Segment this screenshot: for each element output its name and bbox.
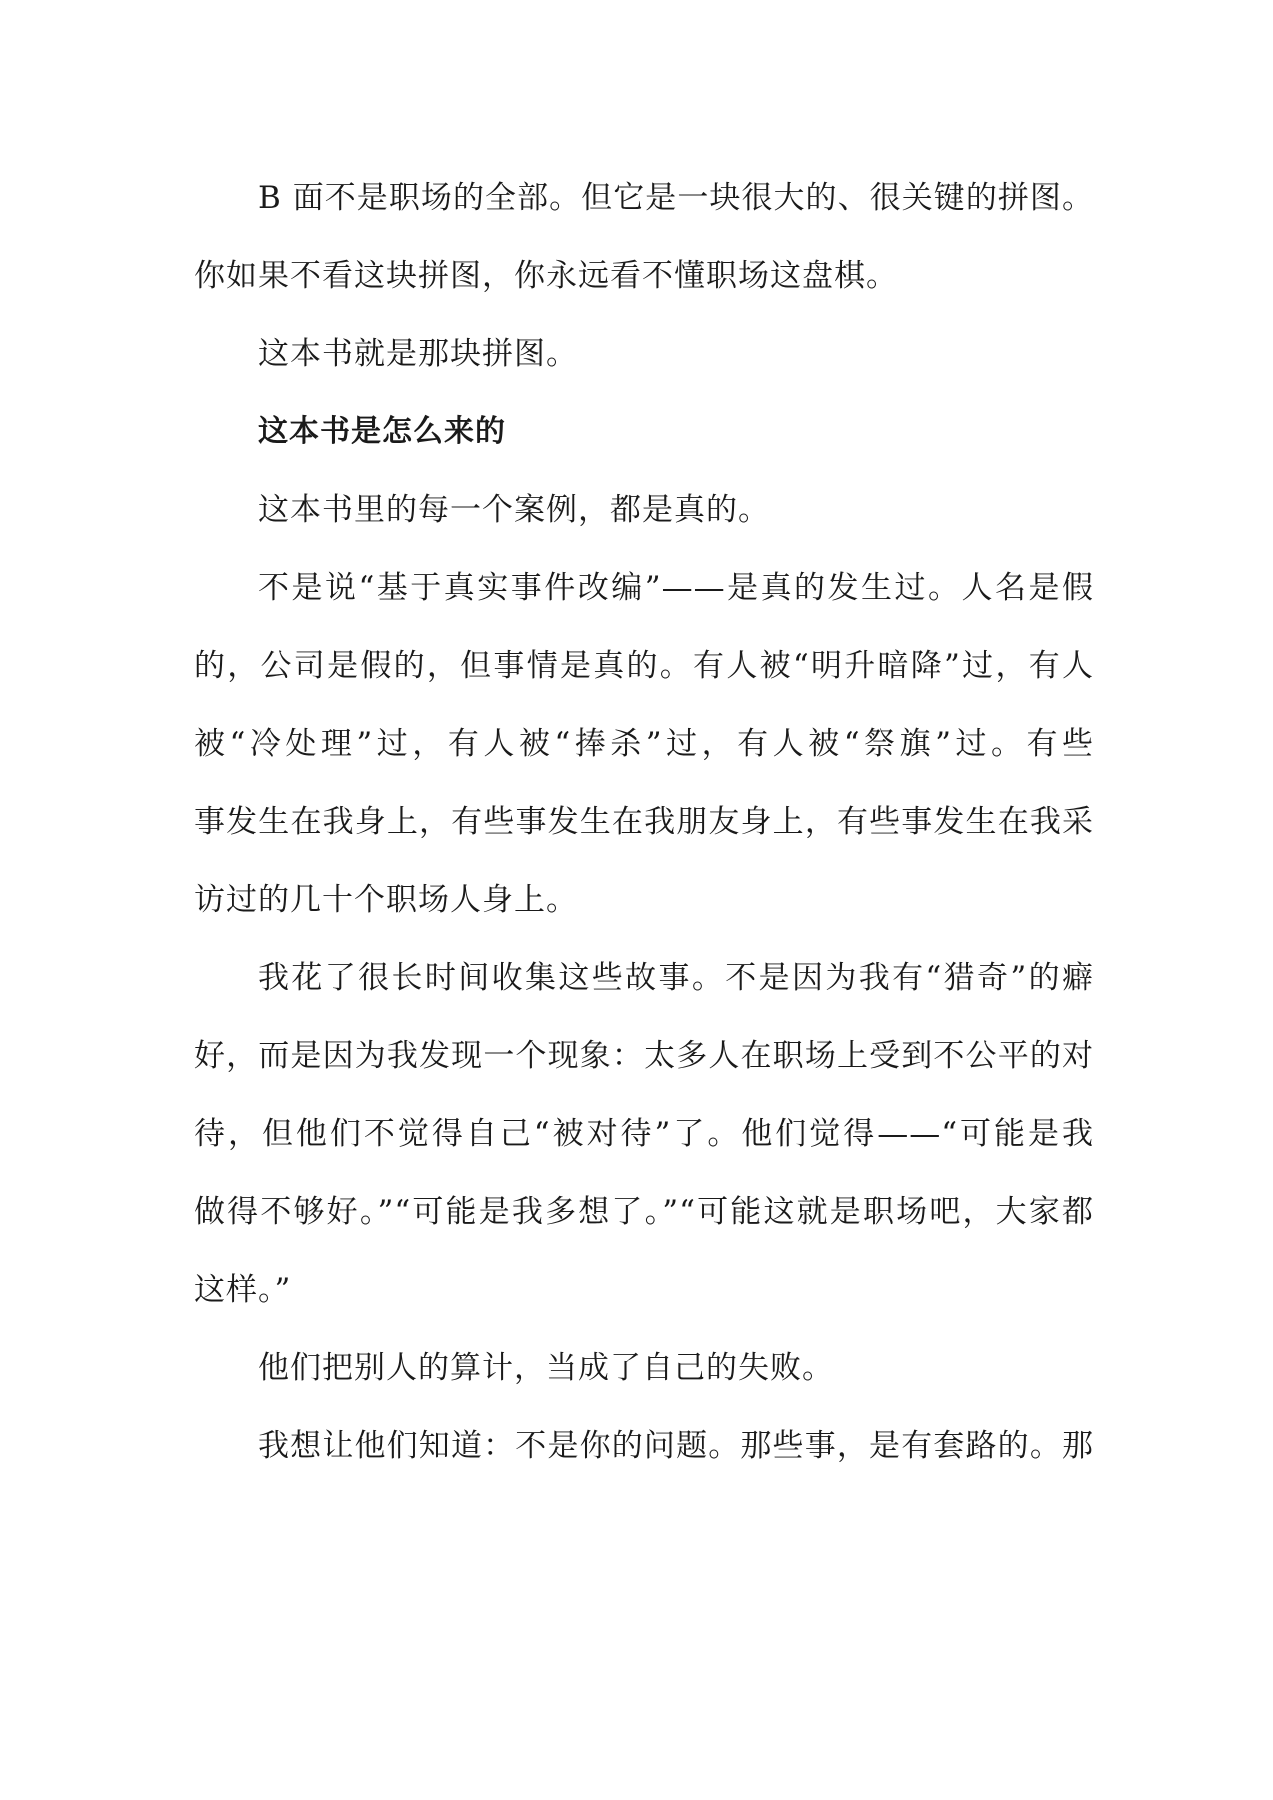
paragraph-line: 不是说“基于真实事件改编”——是真的发生过。人名是假 (258, 570, 1094, 606)
paragraph-line: 好，而是因为我发现一个现象：太多人在职场上受到不公平的对 (194, 1038, 1094, 1074)
paragraph-line: 的，公司是假的，但事情是真的。有人被“明升暗降”过，有人 (194, 648, 1094, 684)
paragraph-line: 你如果不看这块拼图，你永远看不懂职场这盘棋。 (194, 258, 898, 294)
paragraph-line: 我想让他们知道：不是你的问题。那些事，是有套路的。那 (258, 1428, 1094, 1464)
section-heading: 这本书是怎么来的 (258, 414, 506, 449)
paragraph-line: 这本书就是那块拼图。 (258, 336, 578, 372)
paragraph-line: 事发生在我身上，有些事发生在我朋友身上，有些事发生在我采 (194, 804, 1094, 840)
paragraph-line: 他们把别人的算计，当成了自己的失败。 (258, 1350, 834, 1386)
paragraph-line: 被“冷处理”过，有人被“捧杀”过，有人被“祭旗”过。有些 (194, 726, 1094, 762)
paragraph-line: 这本书里的每一个案例，都是真的。 (258, 492, 770, 528)
paragraph-line: 访过的几十个职场人身上。 (194, 882, 578, 918)
paragraph-line: 这样。” (194, 1272, 292, 1308)
paragraph-line: 我花了很长时间收集这些故事。不是因为我有“猎奇”的癖 (258, 960, 1094, 996)
paragraph-line: 做得不够好。”“可能是我多想了。”“可能这就是职场吧，大家都 (194, 1194, 1094, 1230)
paragraph-line: 待，但他们不觉得自己“被对待”了。他们觉得——“可能是我 (194, 1116, 1094, 1152)
paragraph-line: B 面不是职场的全部。但它是一块很大的、很关键的拼图。 (258, 180, 1094, 216)
